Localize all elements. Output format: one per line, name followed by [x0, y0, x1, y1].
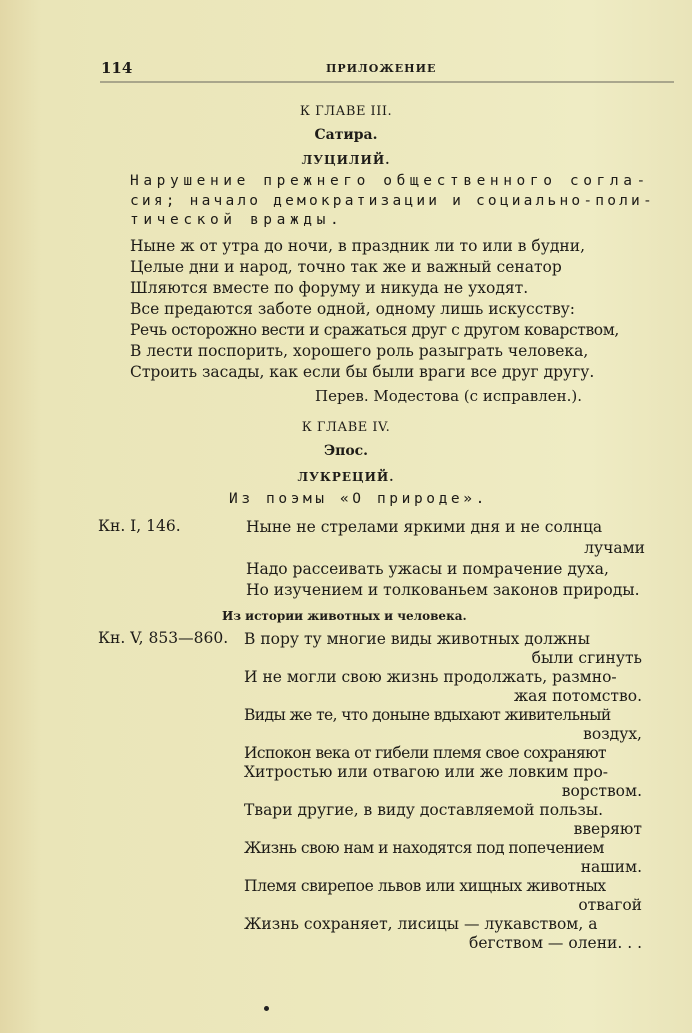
verse-line: В пору ту многие виды животных должны: [244, 630, 590, 648]
verse-line: Речь осторожно вести и сражаться друг с другом коварством,: [130, 321, 619, 339]
ink-speck: [264, 1006, 269, 1011]
verse-line: Шляются вместе по форуму и никуда не уходят.: [130, 279, 529, 297]
verse-line: Жизнь свою нам и находятся под попечением: [244, 839, 604, 857]
verse-line: Ныне не стрелами яркими дня и не солнца: [246, 518, 603, 536]
poem-title: Из поэмы «О природе».: [229, 491, 488, 507]
verse-line: Хитростью или отвагою или же ловким про-: [244, 763, 609, 781]
page-number: 114: [101, 59, 133, 77]
verse-line: Виды же те, что доныне вдыхают живительный: [244, 706, 611, 724]
verse-line: Племя свирепое львов или хищных животных: [244, 877, 606, 895]
summary-line: сия; начало демократизации и социально-поли-: [130, 193, 655, 209]
verse-line: Но изучением и толкованьем законов природы.: [246, 581, 640, 599]
verse-line: воздух,: [583, 725, 642, 743]
verse-line: В лести поспорить, хорошего роль разыграть человека,: [130, 342, 589, 360]
verse-line: Ныне ж от утра до ночи, в праздник ли то или в будни,: [130, 237, 586, 255]
verse-line: были сгинуть: [531, 649, 642, 667]
verse-line: Строить засады, как если бы были враги все друг другу.: [130, 363, 595, 381]
passage-reference: Кн. V, 853—860.: [98, 629, 229, 647]
genre-heading-epic: Эпос.: [323, 443, 369, 459]
verse-line: И не могли свою жизнь продолжать, размно-: [244, 668, 617, 686]
verse-line: Надо рассеивать ужасы и помрачение духа,: [246, 560, 609, 578]
verse-line: жая потомство.: [513, 687, 642, 705]
verse-line: бегством — олени. . .: [469, 934, 642, 952]
running-head: ПРИЛОЖЕНИЕ: [326, 62, 437, 75]
summary-line: Нарушение прежнего общественного согла-: [130, 173, 650, 189]
verse-line: Испокон века от гибели племя свое сохраняют: [244, 744, 607, 762]
summary-line: тической вражды.: [130, 212, 344, 228]
genre-heading-satire: Сатира.: [314, 127, 378, 143]
author-heading-lucilius: ЛУЦИЛИЙ.: [301, 153, 391, 167]
chapter-heading-4: К ГЛАВЕ IV.: [301, 420, 391, 435]
verse-line: ворством.: [561, 782, 642, 800]
passage-reference: Кн. I, 146.: [98, 517, 181, 535]
verse-line: Жизнь сохраняет, лисицы — лукавством, а: [244, 915, 598, 933]
verse-line: нашим.: [580, 858, 642, 876]
translator-credit: Перев. Модестова (с исправлен.).: [315, 387, 583, 405]
verse-line: Твари другие, в виду доставляемой пользы.: [244, 801, 604, 819]
verse-line: вверяют: [573, 820, 642, 838]
subheading: Из истории животных и человека.: [222, 609, 467, 623]
header-rule: [100, 81, 674, 83]
chapter-heading-3: К ГЛАВЕ III.: [299, 104, 393, 119]
verse-line: Целые дни и народ, точно так же и важный сенатор: [130, 258, 562, 276]
verse-line: лучами: [584, 539, 645, 557]
verse-line: Все предаются заботе одной, одному лишь искусству:: [130, 300, 576, 318]
author-heading-lucretius: ЛУКРЕЦИЙ.: [297, 470, 395, 484]
verse-line: отвагой: [578, 896, 642, 914]
